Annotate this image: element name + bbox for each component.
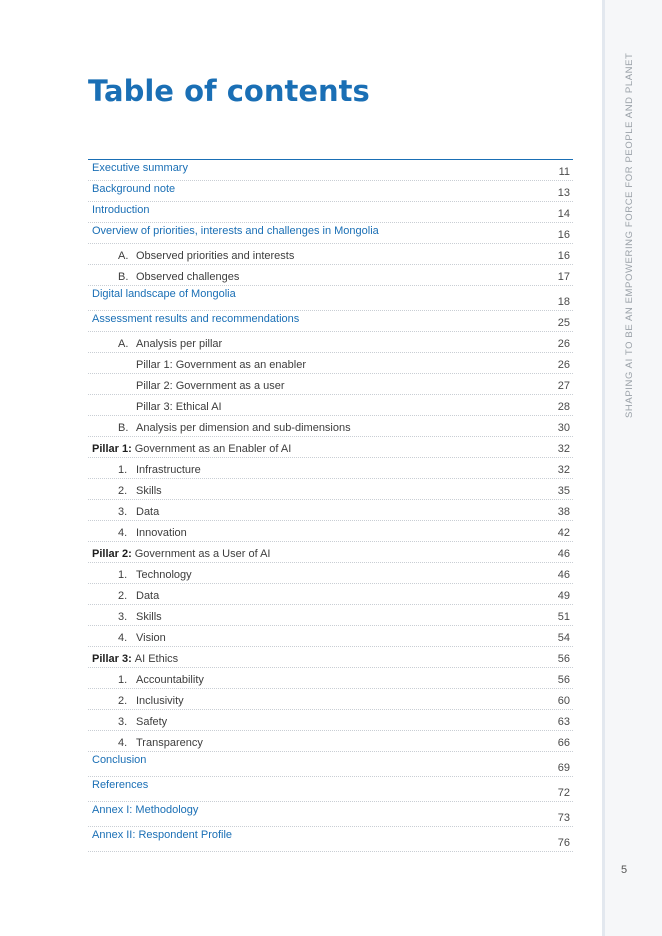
toc-entry-label [88, 802, 540, 818]
toc-entry-text: Assessment results and recommendations [92, 313, 300, 325]
toc-entry-label [88, 527, 540, 541]
toc-entry-text: Technology [136, 569, 192, 581]
toc-entry[interactable] [88, 689, 573, 710]
toc-entry-page-number: 17 [557, 271, 570, 283]
toc-entry[interactable] [88, 416, 573, 437]
toc-entry-marker: B. [118, 422, 129, 434]
toc-entry-text: Pillar 1: Government as an enabler [136, 359, 306, 371]
toc-entry-text: Annex II: Respondent Profile [92, 829, 233, 841]
toc-entry-page-number: 11 [558, 166, 570, 178]
toc-entry-label [88, 422, 540, 436]
toc-entry-page-number: 16 [557, 250, 570, 262]
toc-entry-page-number: 51 [557, 611, 570, 623]
toc-entry[interactable] [88, 286, 573, 311]
toc-entry-page-number: 16 [557, 229, 570, 241]
toc-entry-pillar-prefix: Pillar 1: [92, 443, 132, 455]
toc-entry-marker: 3. [118, 506, 128, 518]
toc-entry[interactable] [88, 374, 573, 395]
toc-entry[interactable] [88, 542, 573, 563]
toc-entry-label [88, 506, 540, 520]
toc-entry-page-number: 13 [557, 187, 570, 199]
toc-entry-text: Innovation [136, 527, 187, 539]
toc-entry-page-number: 25 [557, 317, 570, 329]
toc-entry-text: Transparency [136, 737, 203, 749]
toc-entry-page-number: 63 [557, 716, 570, 728]
toc-entry[interactable] [88, 353, 573, 374]
toc-entry-text: Observed challenges [136, 271, 240, 283]
toc-entry-marker: 2. [118, 695, 128, 707]
toc-entry-text: Overview of priorities, interests and challenges in Mongolia [92, 225, 379, 237]
toc-entry[interactable] [88, 777, 573, 802]
toc-entry-label [88, 401, 540, 415]
toc-entry-page-number: 56 [557, 653, 570, 665]
toc-entry-text: Pillar 2: Government as a user [136, 380, 285, 392]
toc-entry-label [88, 548, 540, 562]
toc-entry-text: Pillar 3: Ethical AI [136, 401, 222, 413]
toc-entry-page-number: 18 [557, 296, 570, 308]
toc-entry[interactable] [88, 710, 573, 731]
toc-entry-page-number: 32 [557, 443, 570, 455]
toc-entry-marker: 1. [118, 464, 128, 476]
toc-entry-page-number: 26 [557, 359, 570, 371]
page-number: 5 [620, 864, 628, 876]
toc-entry-label [88, 271, 540, 285]
toc-entry-text: Inclusivity [136, 695, 184, 707]
toc-entry-label [88, 737, 540, 751]
toc-entry[interactable] [88, 584, 573, 605]
toc-entry[interactable] [88, 731, 573, 752]
toc-entry-page-number: 60 [557, 695, 570, 707]
toc-entry[interactable] [88, 802, 573, 827]
toc-entry-label [88, 632, 540, 646]
toc-entry-marker: A. [118, 338, 129, 350]
toc-entry-label [88, 223, 540, 239]
toc-entry[interactable] [88, 605, 573, 626]
toc-entry-pillar-prefix: Pillar 2: [92, 548, 132, 560]
toc-entry-page-number: 72 [557, 787, 570, 799]
toc-entry-label [88, 338, 540, 352]
toc-entry-text: Accountability [136, 674, 204, 686]
toc-entry-page-number: 73 [557, 812, 570, 824]
toc-entry-label [88, 443, 540, 457]
toc-entry-label [88, 250, 540, 264]
toc-entry-marker: 1. [118, 674, 128, 686]
toc-entry-label [88, 611, 540, 625]
toc-entry-page-number: 38 [557, 506, 570, 518]
toc-entry[interactable] [88, 563, 573, 584]
toc-entry-page-number: 14 [557, 208, 570, 220]
toc-entry[interactable] [88, 752, 573, 777]
toc-entry-text: Conclusion [92, 754, 147, 766]
toc-entry-page-number: 32 [557, 464, 570, 476]
toc-entry-text: Vision [136, 632, 166, 644]
toc-entry-page-number: 26 [557, 338, 570, 350]
toc-entry-text: Safety [136, 716, 168, 728]
toc-entry[interactable] [88, 160, 573, 181]
toc-entry-page-number: 54 [557, 632, 570, 644]
toc-entry[interactable] [88, 332, 573, 353]
toc-entry[interactable] [88, 244, 573, 265]
toc-entry[interactable] [88, 395, 573, 416]
toc-entry-text: Government as an Enabler of AI [134, 443, 292, 455]
toc-entry-text: Data [136, 506, 160, 518]
toc-entry-marker: 4. [118, 737, 128, 749]
toc-entry-page-number: 49 [557, 590, 570, 602]
toc-entry-label [88, 286, 540, 302]
toc-entry-label [88, 695, 540, 709]
toc-entry-label [88, 485, 540, 499]
toc-entry-label [88, 464, 540, 478]
toc-entry-page-number: 27 [557, 380, 570, 392]
toc-entry-marker: 4. [118, 527, 128, 539]
toc-entry-text: Government as a User of AI [134, 548, 271, 560]
toc-entry-label [88, 359, 540, 373]
toc-entry-label [88, 202, 540, 218]
table-of-contents [88, 159, 573, 852]
toc-entry-label [88, 311, 540, 327]
toc-entry-label [88, 752, 540, 768]
toc-entry-page-number: 42 [557, 527, 570, 539]
toc-entry[interactable] [88, 668, 573, 689]
toc-entry-label [88, 380, 540, 394]
toc-entry[interactable] [88, 626, 573, 647]
toc-entry-page-number: 66 [557, 737, 570, 749]
toc-entry-text: Analysis per pillar [136, 338, 223, 350]
toc-entry-label [88, 653, 540, 667]
toc-entry-text: AI Ethics [134, 653, 179, 665]
toc-entry-page-number: 28 [557, 401, 570, 413]
toc-entry[interactable] [88, 311, 573, 332]
toc-entry-marker: B. [118, 271, 129, 283]
toc-entry-page-number: 56 [557, 674, 570, 686]
toc-entry-label [88, 160, 540, 176]
toc-entry[interactable] [88, 647, 573, 668]
toc-entry[interactable] [88, 265, 573, 286]
toc-entry-text: Skills [136, 485, 162, 497]
toc-entry-marker: 4. [118, 632, 128, 644]
toc-entry-text: Annex I: Methodology [92, 804, 199, 816]
toc-entry[interactable] [88, 181, 573, 202]
toc-entry[interactable] [88, 521, 573, 542]
toc-entry-page-number: 46 [557, 569, 570, 581]
toc-entry-page-number: 30 [557, 422, 570, 434]
toc-entry[interactable] [88, 827, 573, 852]
toc-entry-text: Digital landscape of Mongolia [92, 288, 236, 300]
toc-entry-label [88, 777, 540, 793]
toc-entry[interactable] [88, 437, 573, 458]
toc-entry-label [88, 674, 540, 688]
toc-entry[interactable] [88, 500, 573, 521]
toc-entry-label [88, 716, 540, 730]
toc-entry-text: Analysis per dimension and sub-dimensions [136, 422, 351, 434]
toc-entry[interactable] [88, 223, 573, 244]
toc-entry-text: References [92, 779, 149, 791]
toc-entry-marker: 3. [118, 716, 128, 728]
toc-entry-label [88, 827, 540, 843]
running-header: SHAPING AI TO BE AN EMPOWERING FORCE FOR PEOPLE AND PLANET [624, 52, 635, 418]
toc-entry-text: Infrastructure [136, 464, 201, 476]
toc-entry-marker: 2. [118, 590, 128, 602]
toc-entry[interactable] [88, 202, 573, 223]
toc-entry-marker: 3. [118, 611, 128, 623]
toc-entry-text: Observed priorities and interests [136, 250, 295, 262]
toc-entry-label [88, 569, 540, 583]
toc-entry-page-number: 76 [557, 837, 570, 849]
toc-entry-text: Background note [92, 183, 176, 195]
toc-entry-marker: 1. [118, 569, 128, 581]
toc-entry[interactable] [88, 479, 573, 500]
page-title: Table of contents [88, 74, 370, 108]
toc-entry-pillar-prefix: Pillar 3: [92, 653, 132, 665]
toc-entry-label [88, 181, 540, 197]
toc-entry-text: Data [136, 590, 160, 602]
toc-entry-marker: 2. [118, 485, 128, 497]
toc-entry-label [88, 590, 540, 604]
toc-entry[interactable] [88, 458, 573, 479]
toc-entry-page-number: 35 [557, 485, 570, 497]
right-margin-rule [602, 0, 605, 936]
toc-entry-text: Executive summary [92, 162, 188, 174]
toc-entry-text: Skills [136, 611, 162, 623]
toc-entry-page-number: 46 [557, 548, 570, 560]
toc-entry-text: Introduction [92, 204, 150, 216]
toc-entry-page-number: 69 [557, 762, 570, 774]
toc-entry-marker: A. [118, 250, 129, 262]
